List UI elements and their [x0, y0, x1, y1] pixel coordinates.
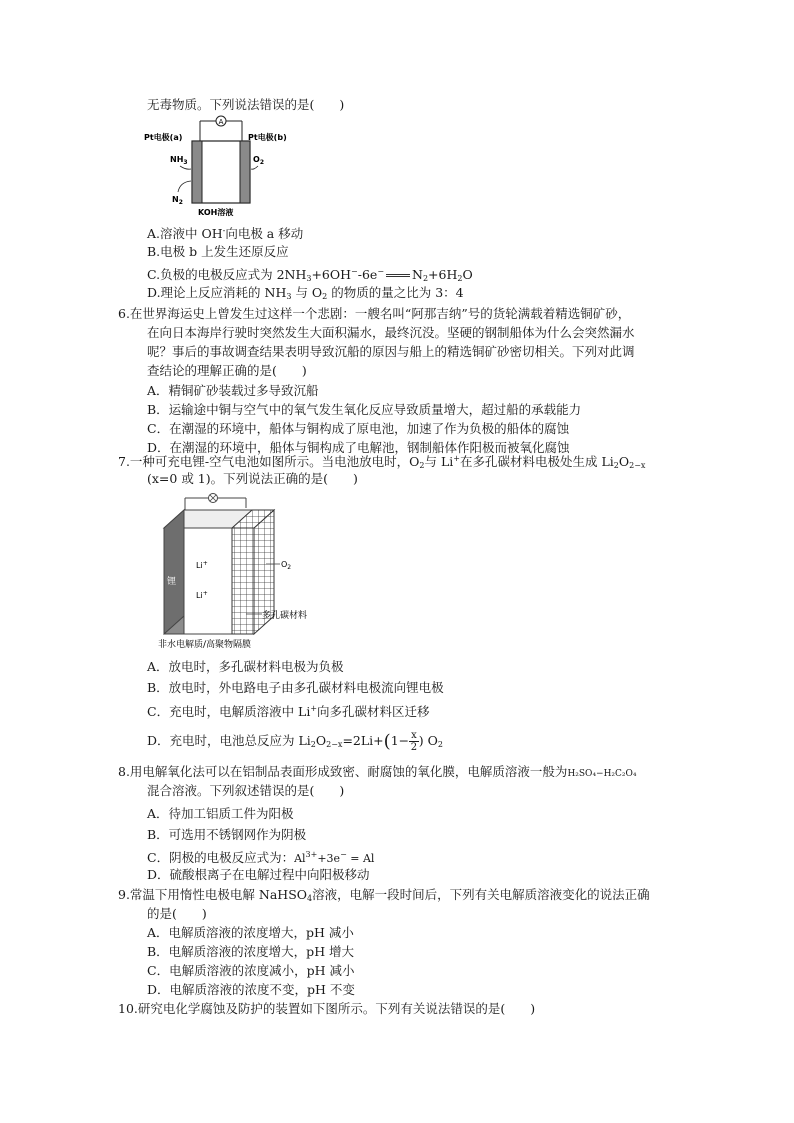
- q8-option-a: A．待加工铝质工件为阳极: [147, 806, 294, 821]
- svg-text:A: A: [218, 118, 224, 126]
- q5-option-c: C.负极的电极反应式为 $2NH_3+6OH^--6e^-$ $N_2+6H_2O$: [147, 267, 473, 283]
- q7-stem-line1: 7.一种可充电锂-空气电池如图所示。当电池放电时，$O_2$与 Li+在多孔碳材料电极处生成 $Li_2O_{2-x}$: [118, 454, 646, 470]
- q6-option-a: A．精铜矿砂装载过多导致沉船: [147, 383, 319, 398]
- q8-option-d: D．硫酸根离子在电解过程中向阳极移动: [147, 867, 370, 882]
- q9-option-a: A．电解质溶液的浓度增大，pH 减小: [147, 925, 354, 940]
- q5-option-b: B.电极 b 上发生还原反应: [147, 244, 289, 259]
- electrode-b: [240, 141, 250, 203]
- q9-stem-line1: 9.常温下用惰性电极电解 NaHSO$_4$溶液，电解一段时间后，下列有关电解质溶液变化的说法正确: [118, 887, 650, 903]
- q5-option-d: D.理论上反应消耗的 $NH_3$ 与 $O_2$ 的物质的量之比为 3：4: [147, 285, 464, 301]
- q7-option-b: B．放电时，外电路电子由多孔碳材料电极流向锂电极: [147, 680, 444, 695]
- q7-option-c: C．充电时，电解质溶液中 Li+向多孔碳材料区迁移: [147, 704, 430, 719]
- svg-text:非水电解质/高聚物隔膜: 非水电解质/高聚物隔膜: [158, 640, 252, 650]
- q8-stem-line2: 混合溶液。下列叙述错误的是( ): [147, 783, 345, 798]
- q7-option-d: D．充电时，电池总反应为 $Li_2O_{2-x}=2Li+(1-$ $\frac{x}{2}$ ) $O_2$: [147, 730, 443, 753]
- q7-stem-line2: (x=0 或 1)。下列说法正确的是( ): [147, 471, 358, 486]
- q6-option-d: D．在潮湿的环境中，船体与铜构成了电解池，钢制船体作阳极而被氧化腐蚀: [147, 440, 570, 455]
- svg-text:Pt电极(b): Pt电极(b): [248, 133, 287, 142]
- svg-text:Pt电极(a): Pt电极(a): [144, 133, 183, 142]
- q6-option-c: C．在潮湿的环境中，船体与铜构成了原电池，加速了作为负极的船体的腐蚀: [147, 421, 570, 436]
- o2-label: $O_2$: [253, 155, 264, 166]
- svg-text:Li+: Li+: [196, 560, 208, 570]
- q6-stem-line2: 在向日本海岸行驶时突然发生大面积漏水，最终沉没。坚硬的钢制船体为什么会突然漏水: [147, 325, 635, 340]
- q10-stem-line1: 10.研究电化学腐蚀及防护的装置如下图所示。下列有关说法错误的是( ): [118, 1001, 536, 1016]
- q7-option-a: A．放电时，多孔碳材料电极为负极: [147, 659, 344, 674]
- q5-option-a: A.溶液中 OH-向电极 a 移动: [147, 226, 304, 241]
- q9-option-b: B．电解质溶液的浓度增大，pH 增大: [147, 944, 355, 959]
- q6-stem-line1: 6.在世界海运史上曾发生过这样一个悲剧：一艘名叫“阿那吉纳”号的货轮满载着精选铜矿砂，: [118, 306, 631, 321]
- q6-stem-line3: 呢？事后的事故调查结果表明导致沉船的原因与船上的精选铜矿砂密切相关。下列对此调: [147, 344, 635, 359]
- q9-option-c: C．电解质溶液的浓度减小，pH 减小: [147, 963, 355, 978]
- q9-stem-line2: 的是( ): [147, 906, 207, 921]
- svg-text:KOH溶液: KOH溶液: [198, 208, 234, 217]
- nh3-label: $NH_3$: [170, 155, 188, 166]
- porous-carbon-electrode: [232, 528, 254, 634]
- q9-option-d: D．电解质溶液的浓度不变，pH 不变: [147, 982, 355, 997]
- q8-option-b: B．可选用不锈钢网作为阴极: [147, 827, 307, 842]
- svg-text:多孔碳材料: 多孔碳材料: [262, 611, 308, 621]
- svg-text:Li+: Li+: [196, 590, 208, 600]
- q6-stem-line4: 查结论的理解正确的是( ): [147, 363, 307, 378]
- electrode-a: [192, 141, 202, 203]
- q5-fuel-cell-figure: [140, 114, 287, 224]
- q7-li-air-battery-figure: [150, 492, 320, 652]
- q8-stem-line1: 8.用电解氧化法可以在铝制品表面形成致密、耐腐蚀的氧化膜，电解质溶液一般为H₂SO₄−H₂C₂O₄: [118, 764, 637, 779]
- q6-option-b: B．运输途中铜与空气中的氧气发生氧化反应导致质量增大，超过船的承载能力: [147, 402, 582, 417]
- o2-figure-label: $O_2$: [281, 560, 292, 571]
- q5-stem-tail: 无毒物质。下列说法错误的是( ): [147, 97, 345, 112]
- svg-text:锂: 锂: [167, 577, 177, 587]
- n2-label: $N_2$: [172, 195, 183, 206]
- q8-option-c: C．阴极的电极反应式为：$Al^{3+}+3e^- = Al$: [147, 850, 375, 865]
